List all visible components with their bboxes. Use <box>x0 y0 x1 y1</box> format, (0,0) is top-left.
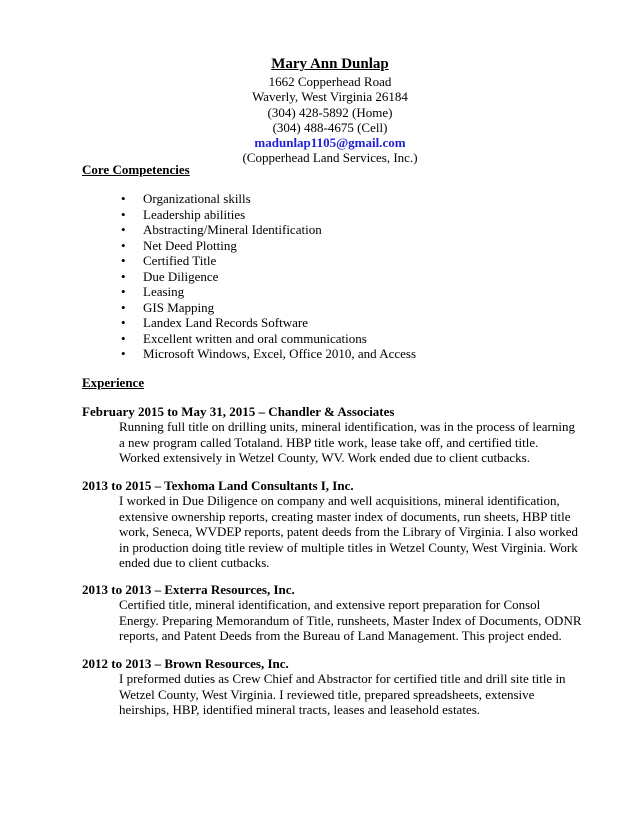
bullet-icon: • <box>121 330 126 346</box>
list-item: • Landex Land Records Software <box>121 315 308 330</box>
list-item: • Leasing <box>121 284 185 299</box>
job-title: 2012 to 2013 – Brown Resources, Inc. <box>82 656 289 671</box>
job-title: 2013 to 2015 – Texhoma Land Consultants I, Inc. <box>82 478 354 493</box>
core-competencies-heading: Core Competencies <box>82 162 190 177</box>
job-entry <box>82 656 582 718</box>
bullet-icon: • <box>121 206 126 222</box>
list-item: • Certified Title <box>121 253 217 268</box>
bullet-icon: • <box>121 268 126 284</box>
list-item: • Excellent written and oral communications <box>121 330 367 346</box>
job-entry <box>82 404 582 466</box>
applicant-name: Mary Ann Dunlap <box>271 56 389 72</box>
bullet-icon: • <box>121 284 126 299</box>
bullet-icon: • <box>121 346 126 361</box>
competencies-list <box>121 191 416 362</box>
job-description: Certified title, mineral identification, and extensive report preparation for Consol Energy. Preparing Memorandum of Title, runsheets, Master Index of Documents, ODNR reports, and Patent Deeds from the Bureau of Land Management. This project ended. <box>119 597 582 644</box>
job-entry <box>82 478 582 570</box>
bullet-icon: • <box>121 237 126 253</box>
contact-header <box>0 55 638 166</box>
email-link[interactable]: madunlap1105@gmail.com <box>254 135 406 151</box>
bullet-icon: • <box>121 222 126 237</box>
company-name: (Copperhead Land Services, Inc.) <box>242 150 418 166</box>
job-description: I worked in Due Diligence on company and well acquisitions, mineral identification, extensive ownership reports, creating master index of documents, run sheets, HBP title work, Seneca, WVDEP reports, patent deeds from the Library of Virginia. I also worked in production doing title review of multiple titles in Wetzel County, West Virginia. Work ended due to client cutbacks. <box>119 493 579 571</box>
job-description: Running full title on drilling units, mineral identification, was in the process of learning a new program called Totaland. HBP title work, lease take off, and certified title. Worked extensively in Wetzel County, WV. Work ended due to client cutbacks. <box>119 419 575 466</box>
address-line-2: Waverly, West Virginia 26184 <box>252 89 408 105</box>
list-item: • GIS Mapping <box>121 299 215 315</box>
bullet-icon: • <box>121 315 126 330</box>
list-item: • Microsoft Windows, Excel, Office 2010, and Access <box>121 346 417 361</box>
list-item: • Organizational skills <box>121 191 251 206</box>
bullet-icon: • <box>121 191 126 206</box>
job-entry <box>82 582 582 644</box>
job-title: 2013 to 2013 – Exterra Resources, Inc. <box>82 582 295 597</box>
experience-heading: Experience <box>82 375 145 390</box>
list-item: • Due Diligence <box>121 268 219 284</box>
job-title: February 2015 to May 31, 2015 – Chandler & Associates <box>82 404 395 419</box>
cell-phone: (304) 488-4675 (Cell) <box>272 119 388 135</box>
home-phone: (304) 428-5892 (Home) <box>267 104 393 120</box>
bullet-icon: • <box>121 299 126 315</box>
list-item: • Net Deed Plotting <box>121 237 237 253</box>
job-description: I preformed duties as Crew Chief and Abstractor for certified title and drill site title in Wetzel County, West Virginia. I reviewed title, prepared spreadsheets, extensive heirships, HBP, identified mineral tracts, leases and leasehold estates. <box>119 671 566 718</box>
list-item: • Leadership abilities <box>121 206 246 222</box>
bullet-icon: • <box>121 253 126 268</box>
list-item: • Abstracting/Mineral Identification <box>121 222 322 237</box>
address-line-1: 1662 Copperhead Road <box>268 74 392 89</box>
